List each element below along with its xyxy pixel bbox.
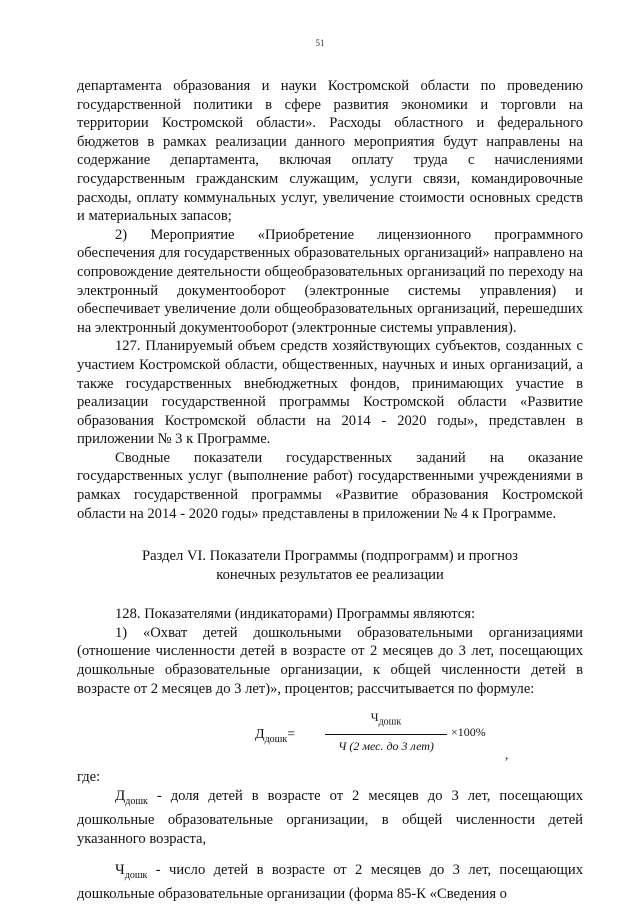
formula-multiplier: ×100% <box>451 725 486 740</box>
paragraph: 128. Показателями (индикаторами) Программы являются: <box>115 606 476 623</box>
definition-term: $Ч_{дошк}$ <box>115 861 148 881</box>
formula-comma: , <box>505 747 509 763</box>
definition-term: $Д_{дошк}$ <box>115 787 148 807</box>
section-heading <box>77 547 583 585</box>
paragraph: 2) Мероприятие «Приобретение лицензионного программного обеспечения для государственных образовательных организаций» направлено на сопровождение деятельности общеобразовательных организаций по переходу на электронный документооборот (электронные системы управления) и обеспечивает увеличение доли общеобразовательных организаций, перешедших на электронный документооборот (электронные системы управления). <box>77 226 583 336</box>
definition: $Д_{дошк}$ - доля детей в возрасте от 2 месяцев до 3 лет, посещающих дошкольные образовательные организации, в общей численности детей указанного возраста, <box>77 787 583 847</box>
definition: $Ч_{дошк}$ - число детей в возрасте от 2 месяцев до 3 лет, посещающих дошкольные образовательные организации (форма 85-К «Сведения о <box>77 861 583 903</box>
document-body <box>77 77 583 904</box>
paragraph: 127. Планируемый объем средств хозяйствующих субъектов, созданных с участием Костромской области, общественных, научных и иных организаций, а также государственных внебюджетных фондов, принимающих участие в реализации государственной программы Костромской области «Развитие образования Костромской области на 2014 - 2020 годы», представлен в приложении № 3 к Программе. <box>77 338 583 448</box>
paragraph: 1) «Охват детей дошкольными образовательными организациями (отношение численности детей в возрасте от 2 месяцев до 3 лет, посещающих дошкольные образовательные организации, к общей численности детей в возрасте от 2 месяцев до 3 лет)», процентов; рассчитывается по формуле: <box>77 624 583 697</box>
formula <box>77 704 583 764</box>
formula-lhs: $Д_{дошк}=$ <box>255 727 296 746</box>
where-label: где: <box>77 769 101 786</box>
section-heading-line: Раздел VI. Показатели Программы (подпрограмм) и прогноз <box>142 548 518 565</box>
page-number: 51 <box>315 38 325 48</box>
formula-denominator: Ч (2 мес. до 3 лет) <box>338 739 434 754</box>
formula-numerator: $Ч_{дошк}$ <box>325 708 447 735</box>
section-heading-line: конечных результатов ее реализации <box>216 567 444 584</box>
formula-fraction <box>325 708 447 756</box>
paragraph: департамента образования и науки Костромской области по проведению государственной политики в сфере развития экономики и торговли на территории Костромской области». Расходы областного и федерального бюджетов в рамках реализации данного мероприятия будут направлены на содержание департамента, включая оплату труда с начислениями государственным гражданским служащим, услуги связи, командировочные расходы, оплату коммунальных услуг, увеличение стоимости основных средств и материальных запасов; <box>77 78 583 225</box>
paragraph: Сводные показатели государственных заданий на оказание государственных услуг (выполнение работ) государственными учреждениями в рамках государственной программы «Развитие образования Костромской области на 2014 - 2020 годы» представлены в приложении № 4 к Программе. <box>77 449 583 522</box>
